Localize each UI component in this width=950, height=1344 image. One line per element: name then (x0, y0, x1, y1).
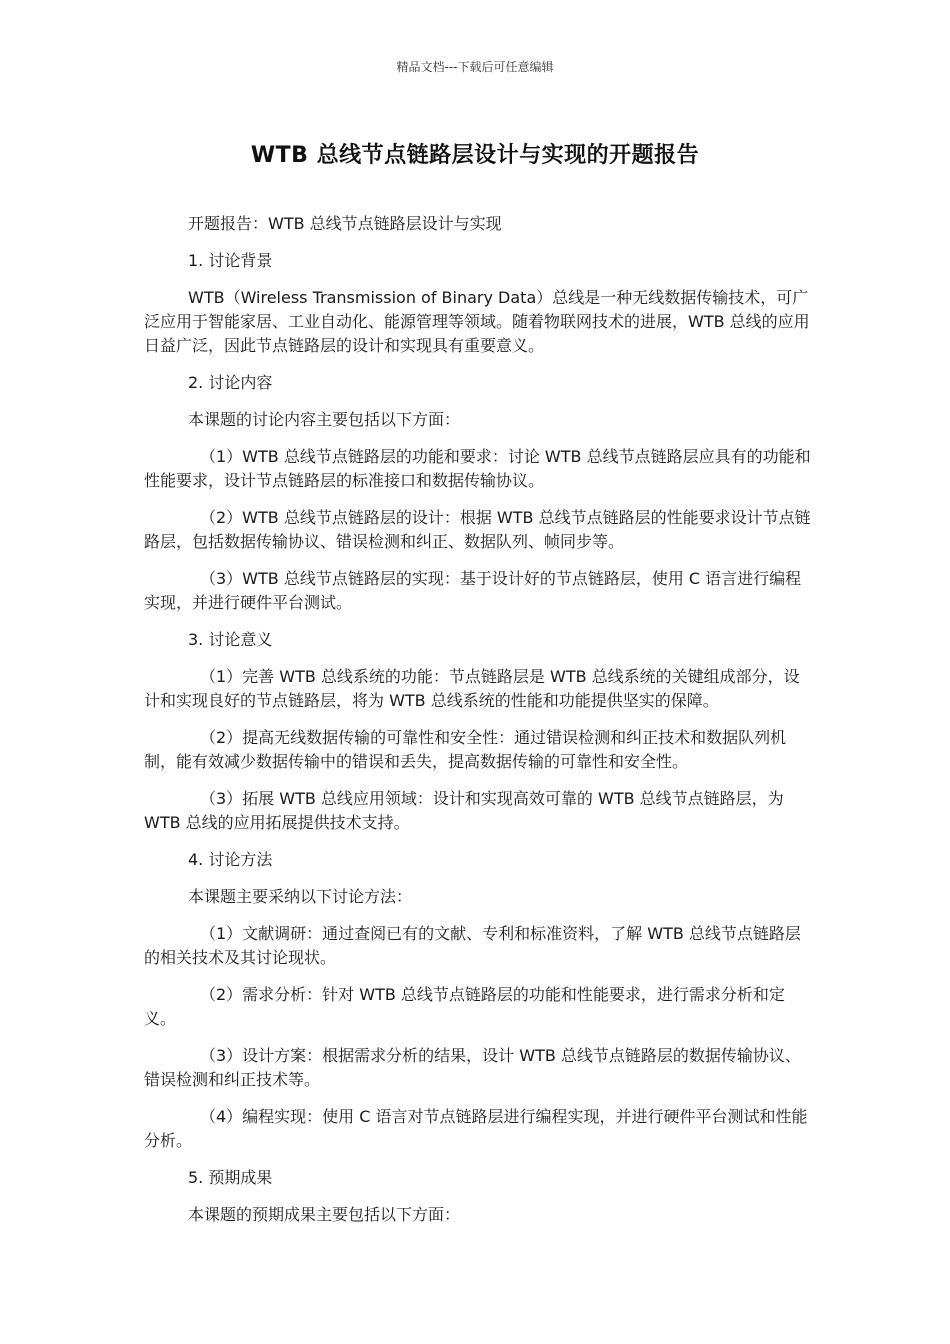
section-heading-methods: 4. 讨论方法 (188, 850, 273, 869)
section-heading-significance: 3. 讨论意义 (188, 630, 273, 649)
list-item-content-2: （2）WTB 总线节点链路层的设计：根据 WTB 总线节点链路层的性能要求设计节点链路层，包括数据传输协议、错误检测和纠正、数据队列、帧同步等。 (144, 508, 811, 551)
paragraph-outcomes-intro: 本课题的预期成果主要包括以下方面： (188, 1205, 461, 1224)
paragraph-methods-intro: 本课题主要采纳以下讨论方法： (188, 887, 413, 906)
list-item-significance-3: （3）拓展 WTB 总线应用领域：设计和实现高效可靠的 WTB 总线节点链路层，为 WTB 总线的应用拓展提供技术支持。 (144, 789, 784, 832)
section-heading-outcomes: 5. 预期成果 (188, 1168, 273, 1187)
list-item-method-1: （1）文献调研：通过查阅已有的文献、专利和标准资料，了解 WTB 总线节点链路层的相关技术及其讨论现状。 (144, 924, 801, 967)
list-item-method-3: （3）设计方案：根据需求分析的结果，设计 WTB 总线节点链路层的数据传输协议、错误检测和纠正技术等。 (144, 1046, 801, 1089)
section-heading-content: 2. 讨论内容 (188, 373, 273, 392)
paragraph-report-intro: 开题报告：WTB 总线节点链路层设计与实现 (188, 214, 502, 233)
list-item-content-1: （1）WTB 总线节点链路层的功能和要求：讨论 WTB 总线节点链路层应具有的功能和性能要求，设计节点链路层的标准接口和数据传输协议。 (144, 447, 811, 490)
document-body (144, 212, 812, 1240)
list-item-method-4: （4）编程实现：使用 C 语言对节点链路层进行编程实现，并进行硬件平台测试和性能分析。 (144, 1107, 808, 1150)
list-item-significance-1: （1）完善 WTB 总线系统的功能：节点链路层是 WTB 总线系统的关键组成部分，设计和实现良好的节点链路层，将为 WTB 总线系统的性能和功能提供坚实的保障。 (144, 667, 800, 710)
paragraph-background: WTB（Wireless Transmission of Binary Data）总线是一种无线数据传输技术，可广泛应用于智能家居、工业自动化、能源管理等领域。随着物联网技术的进展，WTB 总线的应用日益广泛，因此节点链路层的设计和实现具有重要意义。 (144, 288, 810, 355)
paragraph-content-intro: 本课题的讨论内容主要包括以下方面： (188, 410, 461, 429)
page-header: 精品文档---下载后可任意编辑 (396, 60, 554, 74)
list-item-content-3: （3）WTB 总线节点链路层的实现：基于设计好的节点链路层，使用 C 语言进行编程实现，并进行硬件平台测试。 (144, 569, 802, 612)
section-heading-background: 1. 讨论背景 (188, 251, 273, 270)
list-item-method-2: （2）需求分析：针对 WTB 总线节点链路层的功能和性能要求，进行需求分析和定义。 (144, 985, 785, 1028)
list-item-significance-2: （2）提高无线数据传输的可靠性和安全性：通过错误检测和纠正技术和数据队列机制，能有效减少数据传输中的错误和丢失，提高数据传输的可靠性和安全性。 (144, 728, 787, 771)
document-title: WTB 总线节点链路层设计与实现的开题报告 (250, 143, 700, 168)
